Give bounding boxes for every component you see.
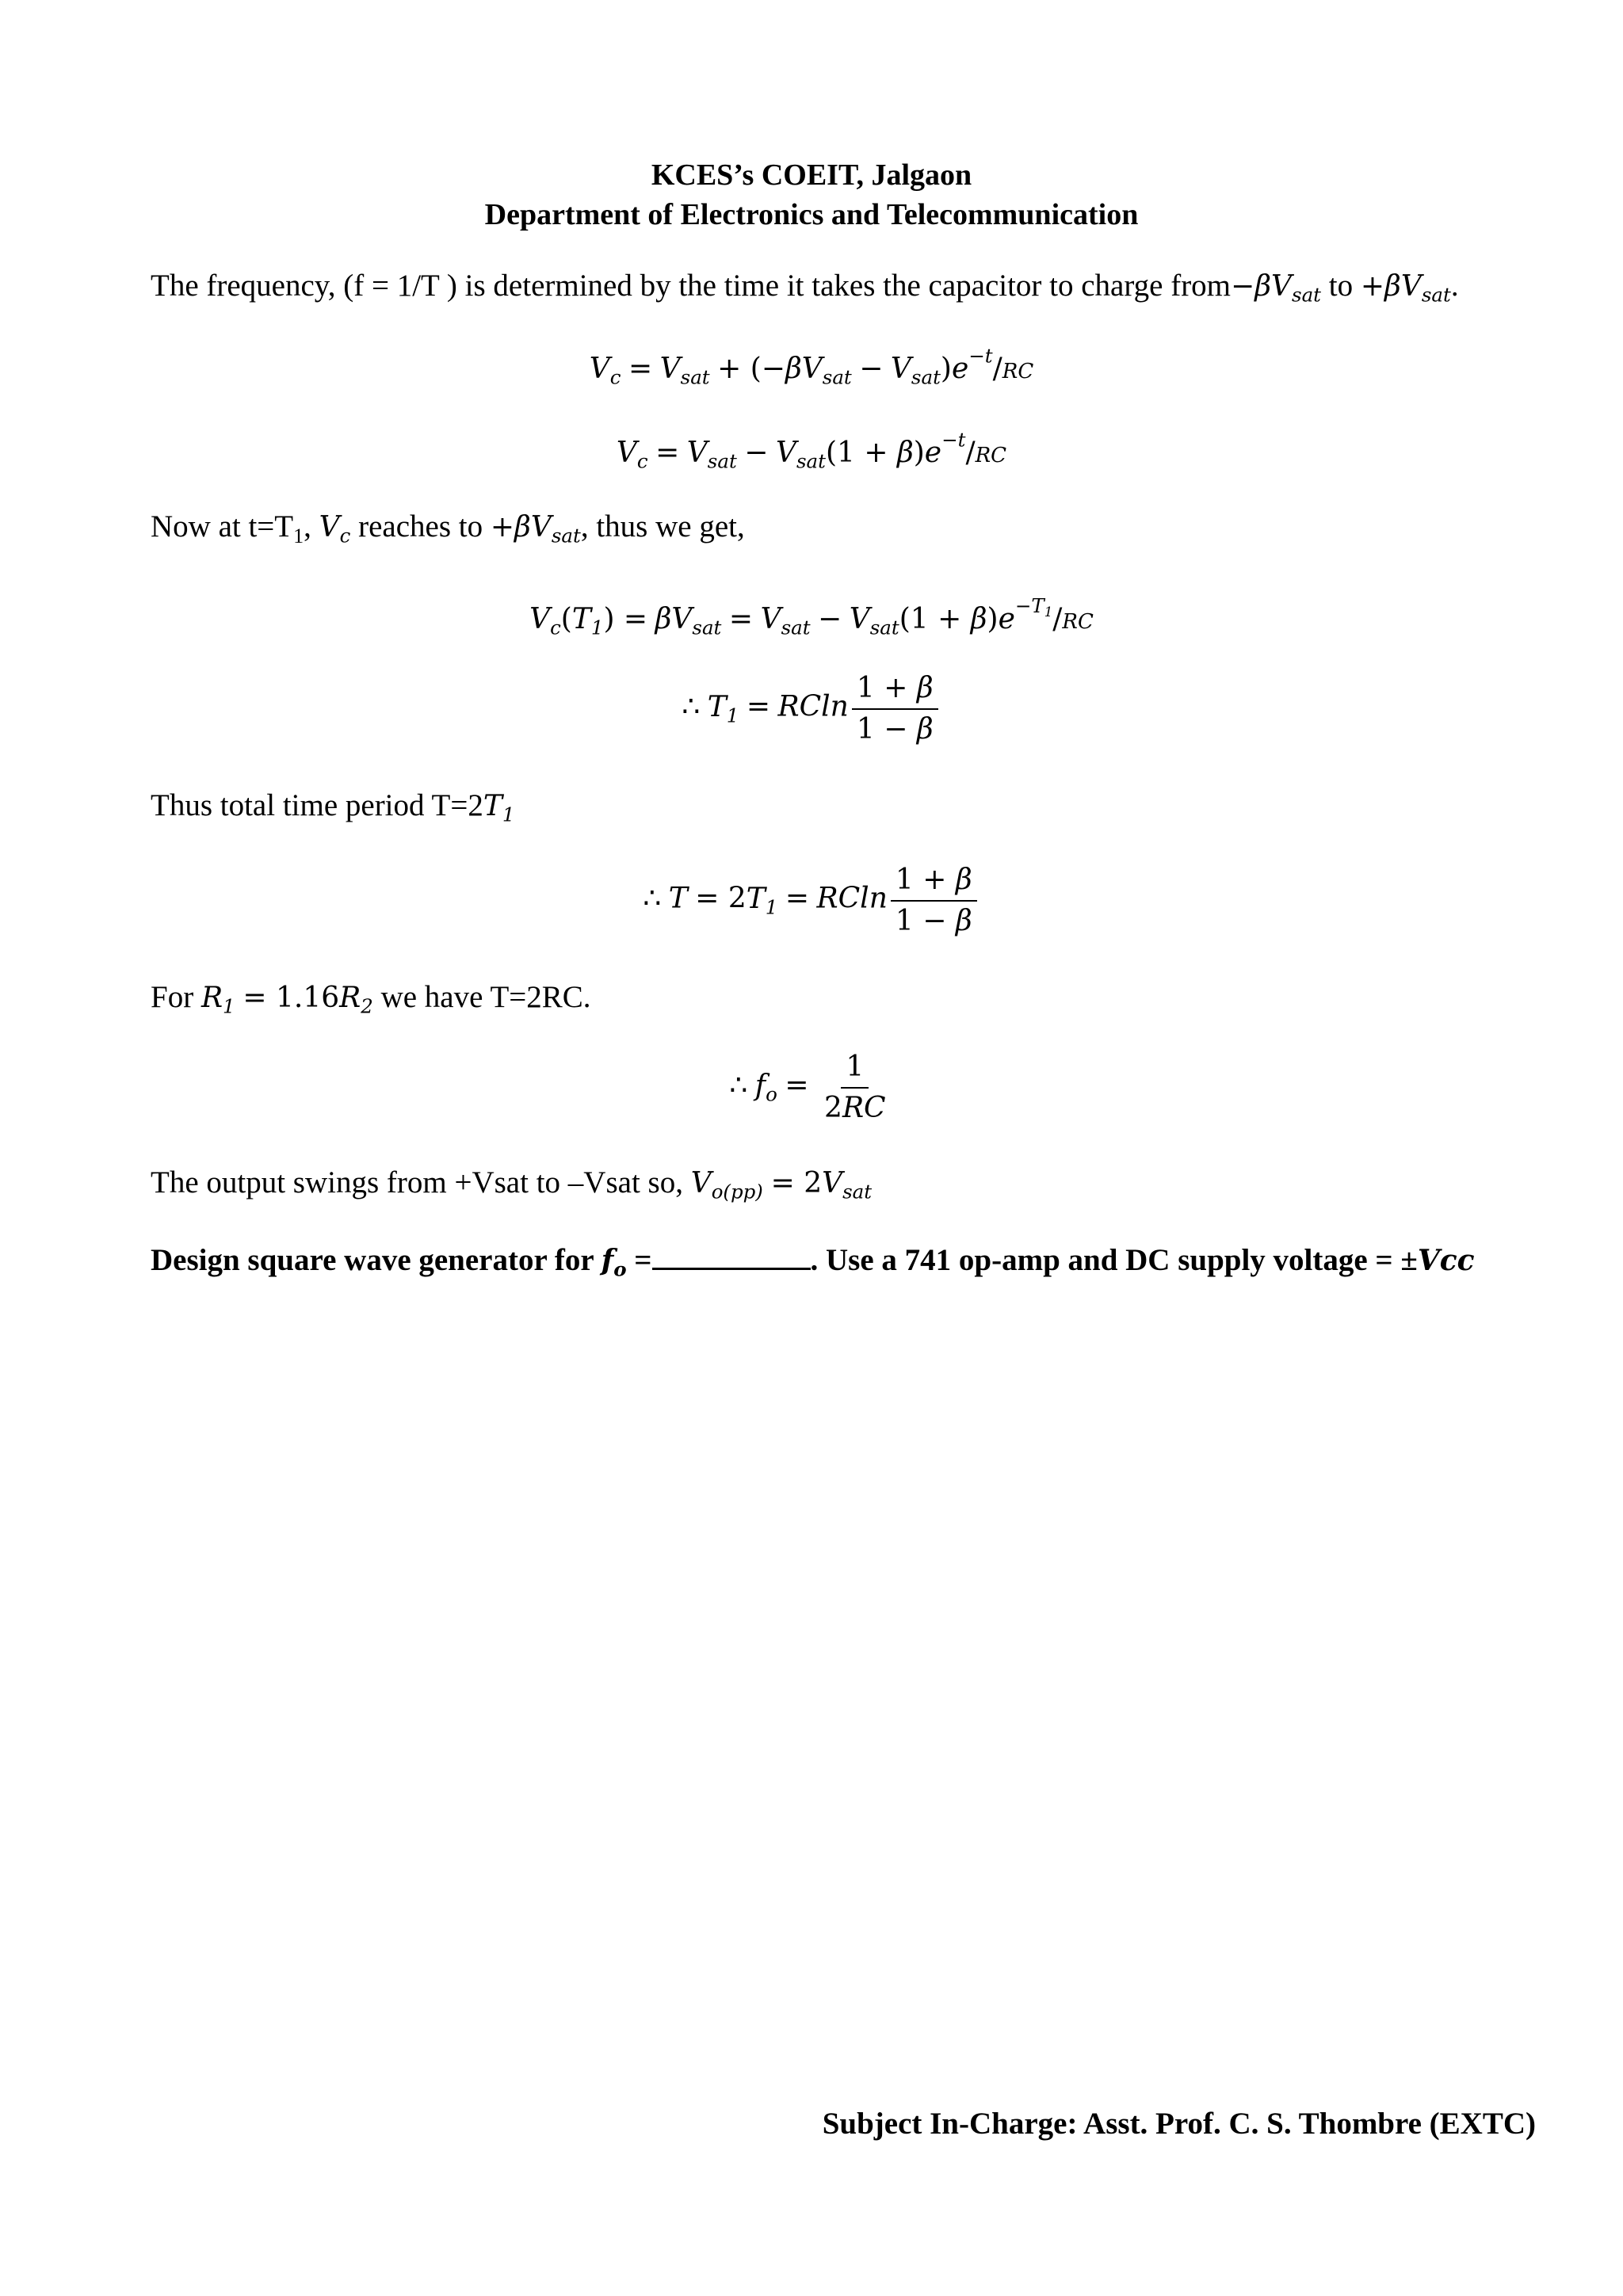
frequency-intro-line: The frequency, (f = 1/T ) is determined by the time it takes the capacitor to charge $from-\beta V_{sat}$ to $+\beta V_{sat}$. (151, 269, 1459, 307)
resistor-ratio-line: For $R_1 = 1.16R_2$ we have T=2RC. (151, 980, 591, 1018)
design-vcc-text: Vcc (1417, 1244, 1475, 1277)
total-time-text: Thus total time period T=2 (151, 788, 483, 822)
thus-we-get-text: , thus we get, (580, 509, 745, 543)
output-swing-line: The output swings from +Vsat to –Vsat so, $V_{o(pp)} = 2V_{sat}$ (151, 1165, 873, 1203)
we-have-text: we have T=2RC. (380, 980, 591, 1014)
page-header (0, 155, 1623, 235)
now-at-prefix: Now at t=T (151, 509, 294, 543)
frequency-intro-text: The frequency, (f = 1/T ) is determined by the time it takes the capacitor to charge from (151, 269, 1232, 303)
equation-total-period: ∴ $T = 2T_1 = RCln$ $\frac{1 + \beta}{1 - \beta}$ (0, 862, 1623, 940)
equation-t1: ∴ $T_1 = RCln$ $\frac{1 + \beta}{1 - \beta}$ (0, 670, 1623, 748)
equation-fo: ∴ $f_o$ = $\frac{1}{2RC}$ (729, 1051, 886, 1124)
now-at-line: Now at $t=T_1$, $V_c$ reaches to $+\beta V_{sat}$, thus we get, (151, 509, 745, 547)
design-suffix-text: . Use a 741 op-amp and DC supply voltage = ± (810, 1243, 1418, 1277)
institute-name: KCES’s COEIT, Jalgaon (651, 158, 972, 192)
equation-vc-charge-2: $V_c = V_{sat} - V_{sat}(1 + \beta)e^{-t}/RC$ (616, 428, 1007, 473)
design-problem-line: Design square wave generator for $f_o$ = . Use a 741 op-amp and DC supply voltage = ±Vcc (151, 1243, 1475, 1281)
equation-vc-charge-1: $V_c = V_{sat} + (-\beta V_{sat} - V_{sat})e^{-t}/RC$ (589, 344, 1034, 389)
output-swing-text: The output swings from +Vsat to –Vsat so, (151, 1165, 683, 1199)
equation-vc-t1: $V_c(T_1) = \beta V_{sat} = V_{sat} - V_{sat}(1 + \beta)e^{-T_1}/RC$ (529, 594, 1094, 639)
to-text: to (1328, 269, 1354, 303)
total-time-line: Thus total time period $T=2T_1$ (151, 788, 515, 826)
for-text: For (151, 980, 194, 1014)
subject-incharge-footer: Subject In-Charge: Asst. Prof. C. S. Thombre (EXTC) (822, 2107, 1536, 2141)
department-name: Department of Electronics and Telecommunication (484, 198, 1139, 231)
reaches-text: reaches to (358, 509, 483, 543)
frequency-blank (652, 1244, 811, 1270)
design-prefix-text: Design square wave generator for (151, 1243, 594, 1277)
